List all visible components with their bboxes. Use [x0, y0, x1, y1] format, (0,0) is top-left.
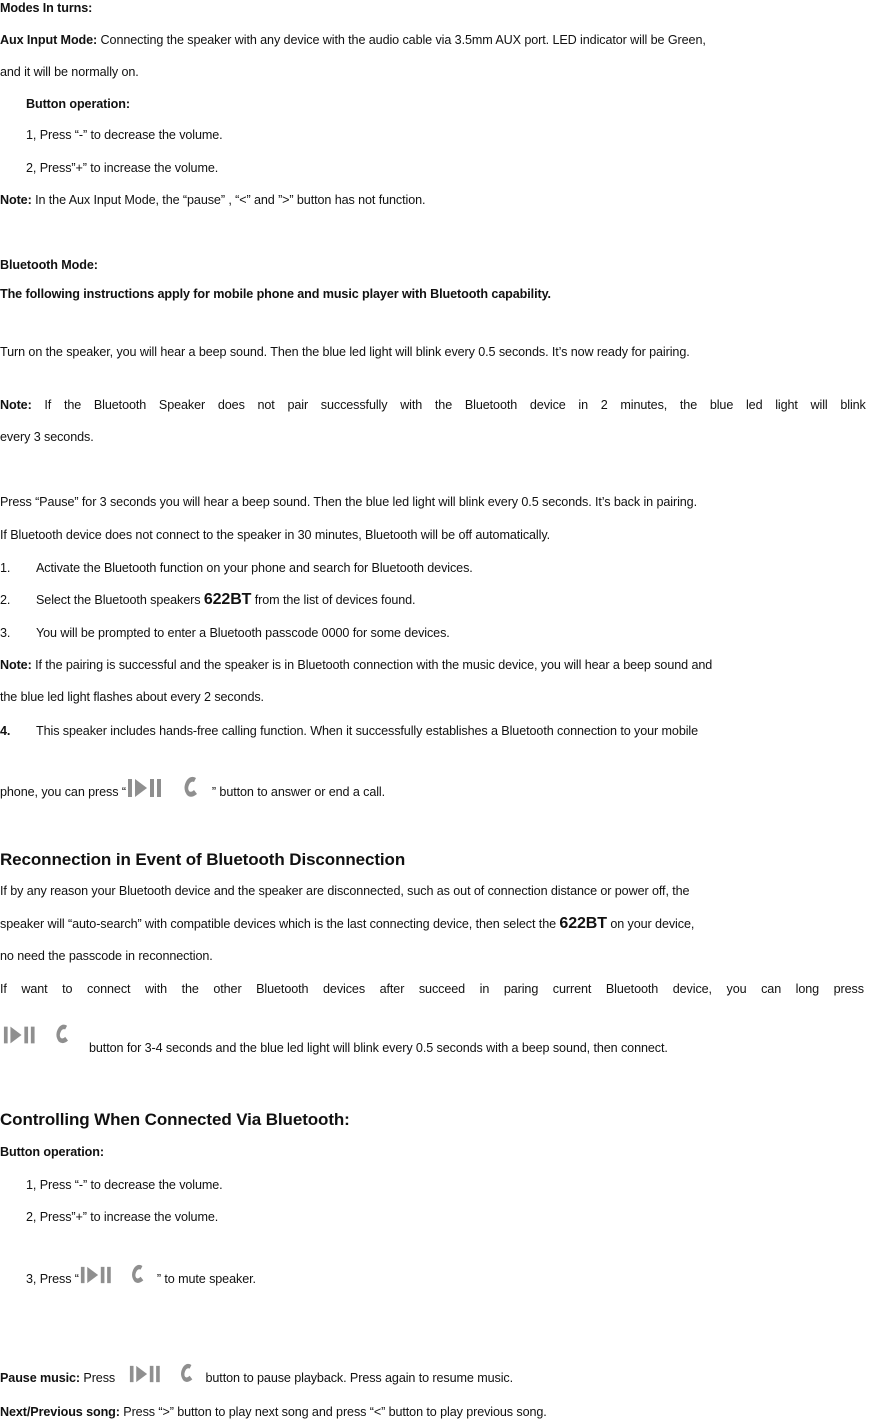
- play-pause-phone-icon: [3, 1023, 81, 1047]
- step-4: [0, 723, 698, 739]
- step-1-text: Activate the Bluetooth function on your phone and search for Bluetooth devices.: [36, 561, 473, 575]
- aux-button-operation-heading: Button operation:: [26, 97, 130, 111]
- model-name: 622BT: [559, 915, 607, 932]
- reconnect-line-4: [0, 981, 864, 997]
- bluetooth-note-2: [0, 657, 712, 673]
- bluetooth-note-1: [0, 397, 866, 413]
- reconnect-line-5: button for 3-4 seconds and the blue led light will blink every 0.5 seconds with a beep sound, then connect.: [89, 1041, 668, 1055]
- note1-word: the: [434, 398, 453, 412]
- next-previous-song: [0, 1404, 547, 1420]
- next-previous-text: Press “>” button to play next song and press “<” button to play previous song.: [119, 1405, 547, 1419]
- note1-word: the: [679, 398, 698, 412]
- note1-word: If: [44, 398, 52, 412]
- reconnect-icon-wrap: [2, 1023, 82, 1047]
- step-1-number: 1.: [0, 561, 11, 575]
- play-pause-phone-icon: [127, 776, 211, 800]
- line4-word: current: [552, 982, 592, 996]
- line4-word: after: [379, 982, 405, 996]
- controlling-op-2: 2, Press”+” to increase the volume.: [26, 1210, 219, 1224]
- step-4-number: 4.: [0, 724, 11, 738]
- step-4-line-2-a: phone, you can press “: [0, 785, 126, 799]
- note1-word: device: [529, 398, 566, 412]
- step-1: [0, 560, 473, 576]
- line4-word: paring: [503, 982, 539, 996]
- bluetooth-mode-heading: Bluetooth Mode:: [0, 258, 98, 272]
- note1-word: Bluetooth: [93, 398, 147, 412]
- line4-word: If: [0, 982, 7, 996]
- note1-word: will: [810, 398, 828, 412]
- note1-word: Bluetooth: [464, 398, 518, 412]
- line4-word: Bluetooth: [605, 982, 659, 996]
- aux-mode-line-2: and it will be normally on.: [0, 65, 139, 79]
- pause-music-a: Press: [80, 1371, 119, 1385]
- line4-word: can: [761, 982, 782, 996]
- bluetooth-press-pause: Press “Pause” for 3 seconds you will hear a beep sound. Then the blue led light will blink every 0.5 seconds. It’s back in pairing.: [0, 495, 697, 509]
- step-4-line-2: [0, 776, 385, 800]
- modes-heading: Modes In turns:: [0, 1, 93, 15]
- controlling-op-3-a: 3, Press “: [26, 1272, 79, 1286]
- line4-word: long: [795, 982, 820, 996]
- line4-word: want: [21, 982, 48, 996]
- controlling-heading: Controlling When Connected Via Bluetooth:: [0, 1110, 350, 1129]
- note1-word: minutes,: [620, 398, 668, 412]
- model-name: 622BT: [203, 591, 252, 608]
- aux-mode-line: [0, 32, 706, 48]
- step-3-number: 3.: [0, 626, 11, 640]
- aux-note-label: Note:: [0, 193, 32, 207]
- note1-word: does: [217, 398, 245, 412]
- note1-word: blink: [840, 398, 866, 412]
- note1-word: in: [578, 398, 589, 412]
- line4-word: the: [181, 982, 199, 996]
- step-2-text-a: Select the Bluetooth speakers: [36, 593, 204, 607]
- bluetooth-note-2-text: If the pairing is successful and the speaker is in Bluetooth connection with the music device, you will hear a beep sound and: [31, 658, 713, 672]
- aux-mode-label: Aux Input Mode:: [0, 33, 98, 47]
- aux-op-1: 1, Press “-” to decrease the volume.: [26, 128, 223, 142]
- note1-word: with: [400, 398, 423, 412]
- step-2-number: 2.: [0, 593, 11, 607]
- step-4-text: This speaker includes hands-free calling function. When it successfully establishes a Bluetooth connection to your mobile: [36, 724, 699, 738]
- line4-word: devices: [323, 982, 366, 996]
- bluetooth-note-1-line-2: every 3 seconds.: [0, 430, 94, 444]
- reconnect-line-2-a: speaker will “auto-search” with compatible devices which is the last connecting device, then select the: [0, 917, 560, 931]
- aux-note: [0, 192, 425, 208]
- line4-word: with: [145, 982, 167, 996]
- note1-word: Speaker: [158, 398, 206, 412]
- line4-word: other: [213, 982, 242, 996]
- reconnect-line-2-b: on your device,: [606, 917, 695, 931]
- bluetooth-turn-on: Turn on the speaker, you will hear a beep sound. Then the blue led light will blink every 0.5 seconds. It’s now ready for pairing.: [0, 345, 690, 359]
- note1-word: light: [775, 398, 798, 412]
- controlling-op-3: [26, 1263, 256, 1287]
- note1-word: successfully: [320, 398, 388, 412]
- pause-music-b: button to pause playback. Press again to resume music.: [205, 1371, 514, 1385]
- reconnect-line-3: no need the passcode in reconnection.: [0, 949, 213, 963]
- reconnection-heading: Reconnection in Event of Bluetooth Disconnection: [0, 850, 406, 869]
- line4-word: device,: [672, 982, 712, 996]
- line4-word: to: [62, 982, 73, 996]
- pause-music: [0, 1362, 513, 1386]
- controlling-button-operation-heading: Button operation:: [0, 1145, 104, 1159]
- note1-word: blue: [709, 398, 734, 412]
- step-2: [0, 592, 415, 608]
- bluetooth-note-2-label: Note:: [0, 658, 32, 672]
- step-2-text-b: from the list of devices found.: [251, 593, 416, 607]
- step-3-text: You will be prompted to enter a Bluetooth passcode 0000 for some devices.: [36, 626, 450, 640]
- play-pause-phone-icon: [80, 1263, 156, 1287]
- reconnect-line-1: If by any reason your Bluetooth device and the speaker are disconnected, such as out of connection distance or power off, the: [0, 884, 690, 898]
- note1-word: the: [63, 398, 82, 412]
- line4-word: Bluetooth: [256, 982, 309, 996]
- play-pause-phone-icon: [129, 1362, 205, 1386]
- controlling-op-1: 1, Press “-” to decrease the volume.: [26, 1178, 223, 1192]
- controlling-op-3-b: ” to mute speaker.: [156, 1272, 256, 1286]
- note1-word: pair: [287, 398, 309, 412]
- aux-op-2: 2, Press”+” to increase the volume.: [26, 161, 219, 175]
- reconnect-line-2: [0, 916, 694, 932]
- line4-word: you: [726, 982, 747, 996]
- line4-word: connect: [87, 982, 131, 996]
- bluetooth-subheading: The following instructions apply for mobile phone and music player with Bluetooth capability.: [0, 287, 551, 301]
- step-4-line-2-b: ” button to answer or end a call.: [211, 785, 386, 799]
- line4-word: press: [833, 982, 864, 996]
- aux-note-text: In the Aux Input Mode, the “pause” , “<” and ”>” button has not function.: [31, 193, 426, 207]
- aux-mode-text: Connecting the speaker with any device with the audio cable via 3.5mm AUX port. LED indicator will be Green,: [97, 33, 706, 47]
- line4-word: succeed: [418, 982, 466, 996]
- step-3: [0, 625, 450, 641]
- bluetooth-off-auto: If Bluetooth device does not connect to the speaker in 30 minutes, Bluetooth will be off automatically.: [0, 528, 550, 542]
- line4-word: in: [479, 982, 490, 996]
- note1-word: led: [745, 398, 763, 412]
- pause-music-label: Pause music:: [0, 1371, 80, 1385]
- note1-word: 2: [600, 398, 608, 412]
- bluetooth-note-1-label: Note:: [0, 398, 32, 412]
- next-previous-label: Next/Previous song:: [0, 1405, 120, 1419]
- bluetooth-note-2-line-2: the blue led light flashes about every 2 seconds.: [0, 690, 264, 704]
- note1-word: not: [257, 398, 275, 412]
